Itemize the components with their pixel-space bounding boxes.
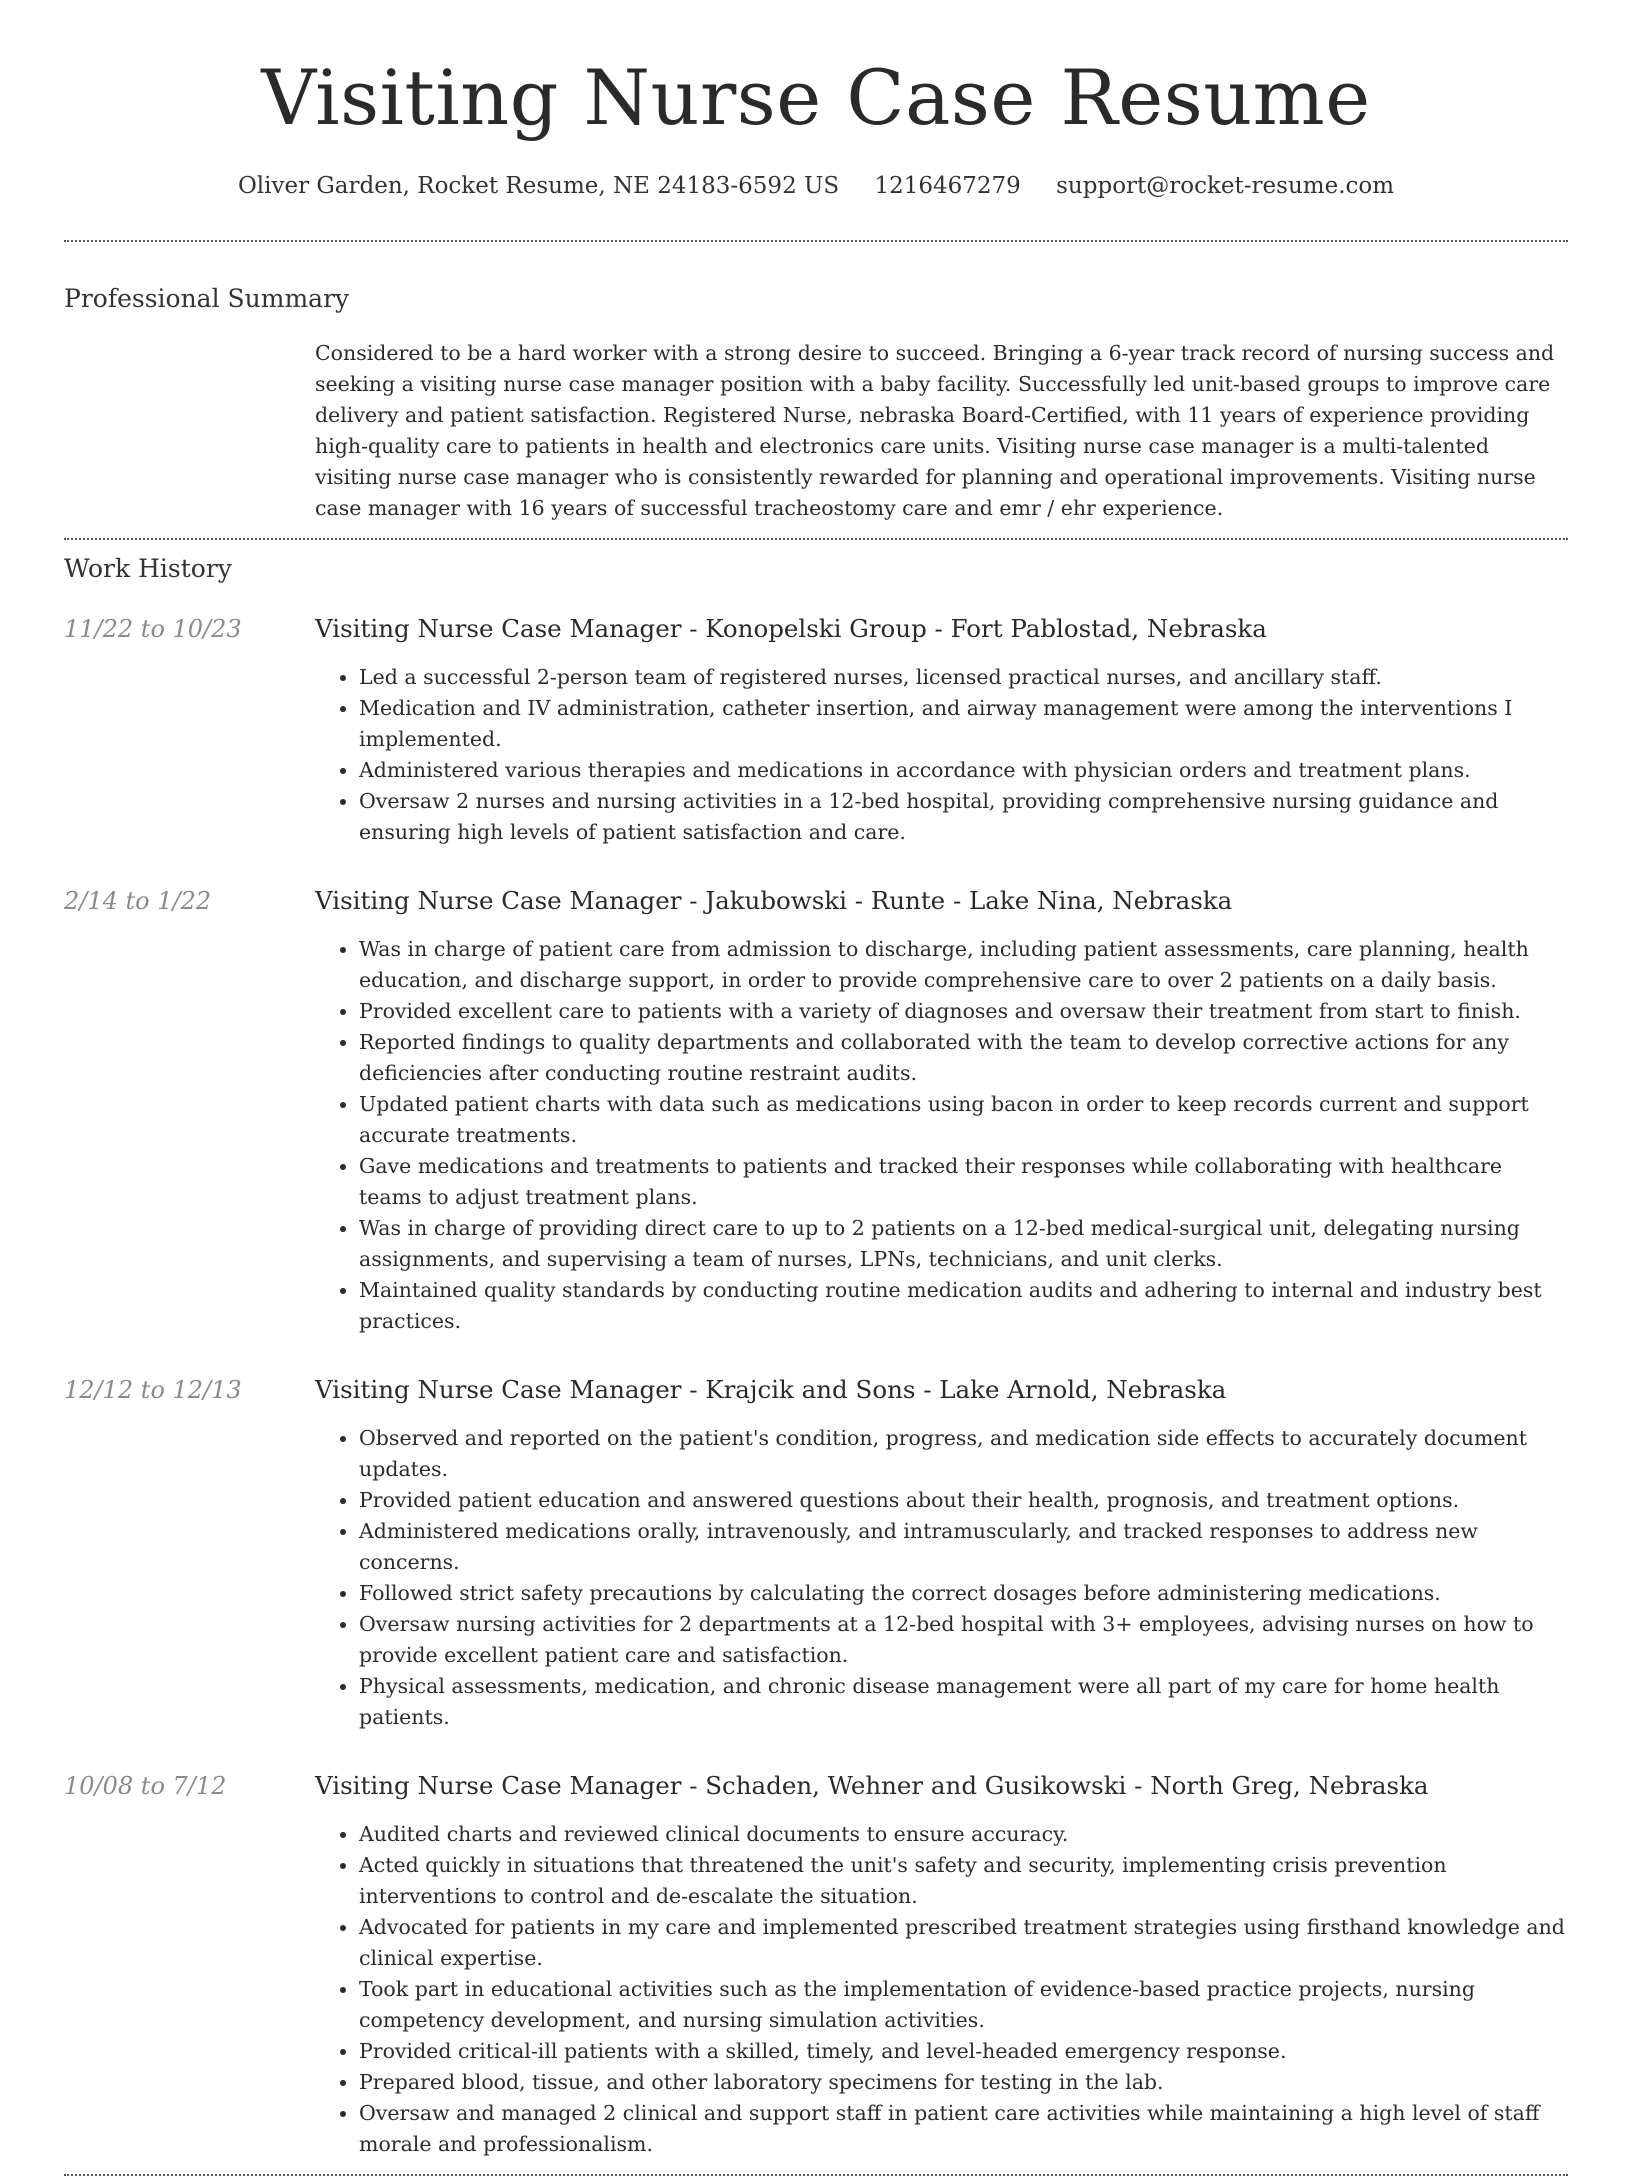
job-duties-list [315,934,1568,1337]
work-history-heading: Work History [64,554,232,583]
job-duties-list [315,662,1568,848]
job-body [315,884,1568,1337]
job-duty-item: • Updated patient charts with data such as medications using bacon in order to keep records current and support accurate treatments. [359,1089,1568,1151]
job-duty-item: • Audited charts and reviewed clinical documents to ensure accuracy. [359,1819,1568,1850]
job-duty-item: • Provided critical-ill patients with a skilled, timely, and level-headed emergency response. [359,2036,1568,2067]
resume-title: Visiting Nurse Case Resume [261,53,1371,142]
job-duty-item: • Was in charge of patient care from admission to discharge, including patient assessments, care planning, health education, and discharge support, in order to provide comprehensive care to over 2 patients on a daily basis. [359,934,1568,996]
job-duty-item: • Oversaw 2 nurses and nursing activities in a 12-bed hospital, providing comprehensive nursing guidance and ensuring high levels of patient satisfaction and care. [359,786,1568,848]
section-divider [64,240,1568,242]
job-duties-list [315,1423,1568,1733]
job-dates: 2/14 to 1/22 [64,887,212,915]
summary-text: Considered to be a hard worker with a strong desire to succeed. Bringing a 6-year track record of nursing success and seeking a visiting nurse case manager position with a baby facility. Successfully led unit-based groups to improve care delivery and patient satisfaction. Registered Nurse, nebraska Board-Certified, with 11 years of experience providing high-quality care to patients in health and electronics care units. Visiting nurse case manager is a multi-talented visiting nurse case manager who is consistently rewarded for planning and operational improvements. Visiting nurse case manager with 16 years of successful tracheostomy care and emr / ehr experience. [315,341,1555,520]
job-title: Visiting Nurse Case Manager - Konopelski Group - Fort Pablostad, Nebraska [315,614,1267,643]
contact-phone: 1216467279 [874,173,1021,199]
job-duty-item: • Medication and IV administration, catheter insertion, and airway management were among the interventions I implemented. [359,693,1568,755]
job-duty-item: • Oversaw nursing activities for 2 departments at a 12-bed hospital with 3+ employees, advising nurses on how to provide excellent patient care and satisfaction. [359,1609,1568,1671]
job-dates: 12/12 to 12/13 [64,1376,242,1404]
job-dates: 10/08 to 7/12 [64,1772,227,1800]
job-duty-item: • Administered medications orally, intravenously, and intramuscularly, and tracked responses to address new concerns. [359,1516,1568,1578]
job-duty-item: • Administered various therapies and medications in accordance with physician orders and treatment plans. [359,755,1568,786]
job-duty-item: • Advocated for patients in my care and implemented prescribed treatment strategies using firsthand knowledge and clinical expertise. [359,1912,1568,1974]
section-divider [64,538,1568,540]
job-duty-item: • Was in charge of providing direct care to up to 2 patients on a 12-bed medical-surgical unit, delegating nursing assignments, and supervising a team of nurses, LPNs, technicians, and unit clerks. [359,1213,1568,1275]
job-dates: 11/22 to 10/23 [64,615,242,643]
job-duties-list [315,1819,1568,2160]
contact-email: support@rocket-resume.com [1056,173,1395,199]
work-history-list [64,612,1568,2160]
job-body [315,612,1568,848]
job-title: Visiting Nurse Case Manager - Schaden, Wehner and Gusikowski - North Greg, Nebraska [315,1771,1429,1800]
summary-heading: Professional Summary [64,284,350,313]
work-history-entry [64,612,1568,848]
resume-page [64,0,1568,2176]
contact-address: Oliver Garden, Rocket Resume, NE 24183-6592 US [237,173,840,199]
job-duty-item: • Led a successful 2-person team of registered nurses, licensed practical nurses, and ancillary staff. [359,662,1568,693]
job-duty-item: • Took part in educational activities such as the implementation of evidence-based practice projects, nursing competency development, and nursing simulation activities. [359,1974,1568,2036]
work-history-entry [64,1769,1568,2160]
job-duty-item: • Provided patient education and answered questions about their health, prognosis, and treatment options. [359,1485,1568,1516]
job-title: Visiting Nurse Case Manager - Jakubowski - Runte - Lake Nina, Nebraska [315,886,1233,915]
job-duty-item: • Followed strict safety precautions by calculating the correct dosages before administering medications. [359,1578,1568,1609]
contact-line [64,170,1568,202]
job-duty-item: • Gave medications and treatments to patients and tracked their responses while collaborating with healthcare teams to adjust treatment plans. [359,1151,1568,1213]
job-duty-item: • Reported findings to quality departments and collaborated with the team to develop corrective actions for any deficiencies after conducting routine restraint audits. [359,1027,1568,1089]
job-duty-item: • Provided excellent care to patients with a variety of diagnoses and oversaw their treatment from start to finish. [359,996,1568,1027]
work-history-entry [64,1373,1568,1733]
job-body [315,1769,1568,2160]
job-duty-item: • Prepared blood, tissue, and other laboratory specimens for testing in the lab. [359,2067,1568,2098]
job-duty-item: • Oversaw and managed 2 clinical and support staff in patient care activities while maintaining a high level of staff morale and professionalism. [359,2098,1568,2160]
job-duty-item: • Maintained quality standards by conducting routine medication audits and adhering to internal and industry best practices. [359,1275,1568,1337]
job-duty-item: • Acted quickly in situations that threatened the unit's safety and security, implementing crisis prevention interventions to control and de-escalate the situation. [359,1850,1568,1912]
job-duty-item: • Physical assessments, medication, and chronic disease management were all part of my care for home health patients. [359,1671,1568,1733]
job-body [315,1373,1568,1733]
work-history-entry [64,884,1568,1337]
job-duty-item: • Observed and reported on the patient's condition, progress, and medication side effects to accurately document updates. [359,1423,1568,1485]
job-title: Visiting Nurse Case Manager - Krajcik and Sons - Lake Arnold, Nebraska [315,1375,1227,1404]
